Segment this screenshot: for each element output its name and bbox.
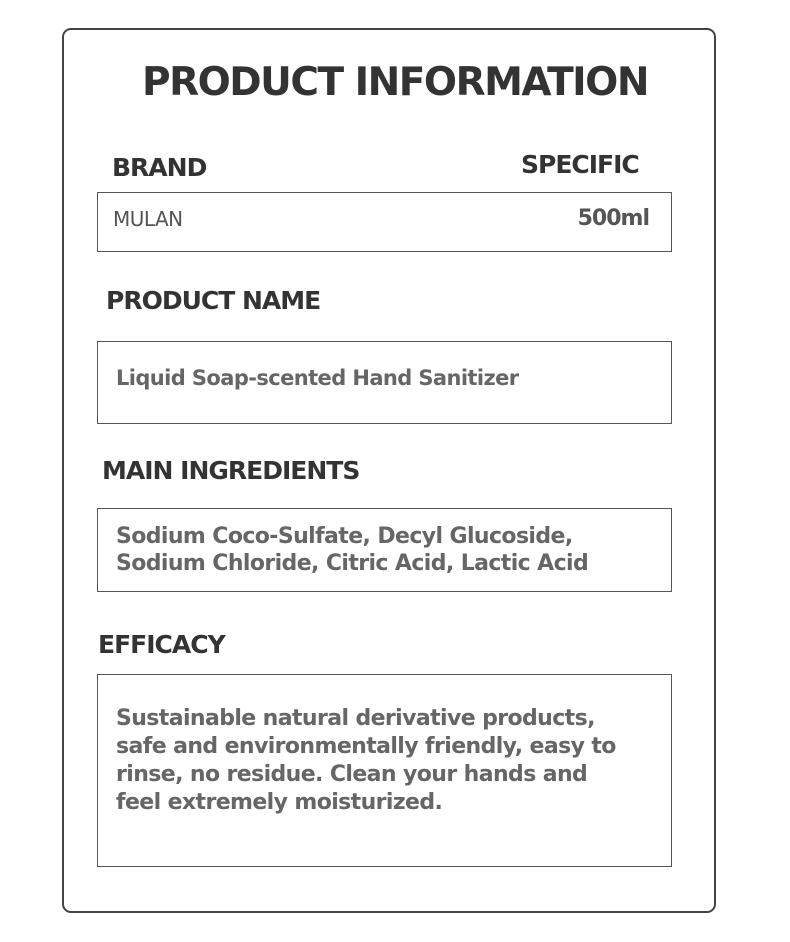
ingredients-line: Sodium Chloride, Citric Acid, Lactic Acid <box>116 551 589 576</box>
efficacy-line: feel extremely moisturized. <box>116 790 443 815</box>
efficacy-line: safe and environmentally friendly, easy to <box>116 734 616 759</box>
brand-label: BRAND <box>112 153 207 182</box>
page-title: PRODUCT INFORMATION <box>142 60 648 105</box>
brand-value: MULAN <box>113 207 183 231</box>
ingredients-line: Sodium Coco-Sulfate, Decyl Glucoside, <box>116 524 573 549</box>
efficacy-line: rinse, no residue. Clean your hands and <box>116 762 588 787</box>
specific-label: SPECIFIC <box>521 150 639 179</box>
efficacy-box <box>97 674 672 867</box>
main-ingredients-label: MAIN INGREDIENTS <box>102 456 360 485</box>
product-name-value: Liquid Soap-scented Hand Sanitizer <box>116 366 519 390</box>
specific-value: 500ml <box>577 206 649 231</box>
product-name-box <box>97 341 672 424</box>
product-name-label: PRODUCT NAME <box>106 286 321 315</box>
efficacy-text <box>116 705 616 817</box>
main-ingredients-text <box>116 523 588 577</box>
brand-specific-box <box>97 192 672 252</box>
efficacy-label: EFFICACY <box>98 630 225 659</box>
main-ingredients-box <box>97 508 672 592</box>
efficacy-line: Sustainable natural derivative products, <box>116 706 595 731</box>
